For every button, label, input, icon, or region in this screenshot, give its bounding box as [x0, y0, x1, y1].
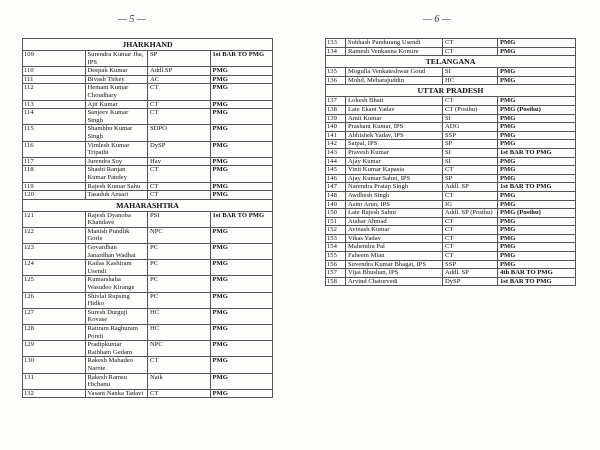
rank: CT	[443, 166, 498, 175]
award: 1st BAR TO PMG	[498, 183, 576, 192]
award: PMG	[210, 125, 273, 141]
rank: CT	[443, 47, 498, 56]
serial-number: 121	[23, 211, 86, 227]
officer-name: Late Ekant Yadav	[346, 105, 443, 114]
table-row	[23, 157, 273, 166]
award: PMG (Posthu)	[498, 209, 576, 218]
rank: CT	[443, 191, 498, 200]
table-row	[326, 252, 576, 261]
rank: PSI	[148, 211, 211, 227]
rank: DySP	[148, 141, 211, 157]
page-number-left: — 5 —	[118, 14, 146, 25]
table-row	[23, 373, 273, 389]
table-row	[23, 325, 273, 341]
serial-number: 123	[23, 244, 86, 260]
officer-name: Kumarshaha Wasudeo Kirange	[85, 276, 148, 292]
award: PMG	[498, 226, 576, 235]
serial-number: 133	[326, 39, 346, 48]
table-row	[23, 100, 273, 109]
serial-number: 137	[326, 97, 346, 106]
rank: NPC	[148, 341, 211, 357]
rank: CT	[443, 226, 498, 235]
award: 1st BAR TO PMG	[498, 277, 576, 286]
table-row	[326, 148, 576, 157]
table-row	[23, 67, 273, 76]
rank: SI	[443, 68, 498, 77]
table-row	[23, 109, 273, 125]
award: PMG	[210, 325, 273, 341]
serial-number: 115	[23, 125, 86, 141]
table-row	[326, 114, 576, 123]
serial-number: 157	[326, 269, 346, 278]
award: PMG	[498, 252, 576, 261]
table-row	[23, 75, 273, 84]
officer-name: Vijai Bhushan, IPS	[346, 269, 443, 278]
serial-number: 126	[23, 292, 86, 308]
officer-name: Deepak Kumar	[85, 67, 148, 76]
award: PMG	[210, 389, 273, 398]
table-row	[326, 76, 576, 85]
serial-number: 152	[326, 226, 346, 235]
officer-name: Ajay Kumar	[346, 157, 443, 166]
rank: CT	[148, 166, 211, 182]
officer-name: Late Rajesh Sahni	[346, 209, 443, 218]
award: PMG	[498, 140, 576, 149]
serial-number: 132	[23, 389, 86, 398]
table-row	[326, 47, 576, 56]
rank: Hav	[148, 157, 211, 166]
officer-name: Subhash Pandurang Usendi	[346, 39, 443, 48]
serial-number: 145	[326, 166, 346, 175]
officer-name: Suresh Durguji Kovase	[85, 308, 148, 324]
officer-name: Tasaduk Ansari	[85, 191, 148, 200]
award: PMG	[210, 109, 273, 125]
officer-name: Pradipkumar Raibham Gedam	[85, 341, 148, 357]
table-row	[23, 276, 273, 292]
serial-number: 128	[23, 325, 86, 341]
table-row	[326, 105, 576, 114]
table-row	[326, 140, 576, 149]
table-row	[326, 39, 576, 48]
award: PMG	[498, 174, 576, 183]
serial-number: 130	[23, 357, 86, 373]
award: PMG	[498, 260, 576, 269]
award: PMG	[498, 234, 576, 243]
officer-name: Surendra Kumar Jha, IPS	[85, 51, 148, 67]
table-row	[326, 123, 576, 132]
serial-number: 116	[23, 141, 86, 157]
left-page-table	[22, 38, 273, 398]
officer-name: Kailas Kashiram Usendi	[85, 260, 148, 276]
serial-number: 147	[326, 183, 346, 192]
rank: SDPO	[148, 125, 211, 141]
award: PMG	[498, 191, 576, 200]
serial-number: 146	[326, 174, 346, 183]
serial-number: 156	[326, 260, 346, 269]
table-row	[23, 357, 273, 373]
table-row	[23, 292, 273, 308]
award: PMG	[498, 243, 576, 252]
table-row	[23, 260, 273, 276]
award: PMG	[210, 191, 273, 200]
officer-name: Mahendra Pal	[346, 243, 443, 252]
serial-number: 155	[326, 252, 346, 261]
officer-name: Asim Arun, IPS	[346, 200, 443, 209]
serial-number: 154	[326, 243, 346, 252]
award: PMG	[498, 97, 576, 106]
table-row	[23, 166, 273, 182]
table-row	[326, 226, 576, 235]
rank: CT	[443, 217, 498, 226]
award: PMG	[210, 141, 273, 157]
serial-number: 110	[23, 67, 86, 76]
award: PMG	[210, 84, 273, 100]
rank: SP	[148, 51, 211, 67]
award: PMG	[210, 357, 273, 373]
table-row	[326, 260, 576, 269]
serial-number: 143	[326, 148, 346, 157]
table-row	[326, 97, 576, 106]
table-row	[326, 217, 576, 226]
officer-name: Mohd. Meharajuddin	[346, 76, 443, 85]
award: PMG	[498, 47, 576, 56]
officer-name: Govardhan Janardhan Wadhai	[85, 244, 148, 260]
state-heading	[326, 56, 576, 68]
rank: HC	[443, 76, 498, 85]
serial-number: 131	[23, 373, 86, 389]
officer-name: Abhishek Yadav, IPS	[346, 131, 443, 140]
award: 1st BAR TO PMG	[210, 51, 273, 67]
award: PMG	[498, 68, 576, 77]
serial-number: 139	[326, 114, 346, 123]
serial-number: 135	[326, 68, 346, 77]
rank: Naik	[148, 373, 211, 389]
table-row	[23, 141, 273, 157]
rank: NPC	[148, 227, 211, 243]
rank: CT	[148, 84, 211, 100]
officer-name: Jurendra Soy	[85, 157, 148, 166]
officer-name: Shambhu Kumar Singh	[85, 125, 148, 141]
table-row	[23, 182, 273, 191]
rank: IG	[443, 200, 498, 209]
officer-name: Rajesh Kumar Sahu	[85, 182, 148, 191]
serial-number: 119	[23, 182, 86, 191]
officer-name: Vinit Kumar Kapasia	[346, 166, 443, 175]
state-heading	[23, 199, 273, 211]
rank: PC	[148, 244, 211, 260]
officer-name: Lokesh Bhati	[346, 97, 443, 106]
serial-number: 136	[326, 76, 346, 85]
rank: SP	[443, 174, 498, 183]
officer-name: Narendra Pratap Singh	[346, 183, 443, 192]
serial-number: 138	[326, 105, 346, 114]
award: PMG	[210, 67, 273, 76]
state-heading	[326, 85, 576, 97]
rank: CT	[443, 39, 498, 48]
officer-name: Ajay Kumar Sahni, IPS	[346, 174, 443, 183]
award: PMG	[498, 76, 576, 85]
table-row	[326, 68, 576, 77]
serial-number: 153	[326, 234, 346, 243]
award: PMG	[210, 244, 273, 260]
state-name: UTTAR PRADESH	[326, 85, 576, 97]
serial-number: 112	[23, 84, 86, 100]
serial-number: 148	[326, 191, 346, 200]
officer-name: Rakesh Ramsu Hichami	[85, 373, 148, 389]
rank: SI	[443, 157, 498, 166]
rank: CT	[443, 234, 498, 243]
rank: ADG	[443, 123, 498, 132]
table-row	[23, 389, 273, 398]
table-row	[23, 227, 273, 243]
serial-number: 150	[326, 209, 346, 218]
officer-name: Sanjeev Kumar Singh	[85, 109, 148, 125]
officer-name: Avinash Kumar	[346, 226, 443, 235]
state-name: JHARKHAND	[23, 39, 273, 51]
page-number-right: — 6 —	[423, 14, 451, 25]
rank: PC	[148, 292, 211, 308]
state-heading	[23, 39, 273, 51]
rank: Addl. SP	[443, 269, 498, 278]
officer-name: Vimlesh Kumar Tripathi	[85, 141, 148, 157]
officer-name: Mogulla Venkateshwar Goud	[346, 68, 443, 77]
officer-name: Vasant Nanka Tadavi	[85, 389, 148, 398]
award: PMG	[210, 308, 273, 324]
rank: CT	[443, 252, 498, 261]
table-row	[326, 277, 576, 286]
table-row	[326, 191, 576, 200]
table-row	[326, 234, 576, 243]
officer-name: Satpal, IPS	[346, 140, 443, 149]
award: 1st BAR TO PMG	[498, 148, 576, 157]
officer-name: Pravesh Kumar	[346, 148, 443, 157]
award: PMG	[210, 260, 273, 276]
award: PMG	[498, 131, 576, 140]
officer-name: Bivash Tirkey	[85, 75, 148, 84]
serial-number: 142	[326, 140, 346, 149]
rank: Addl. SP	[443, 183, 498, 192]
officer-name: Atahar Ahmad	[346, 217, 443, 226]
award: PMG	[498, 123, 576, 132]
rank: CT	[148, 389, 211, 398]
rank: CT (Posthu)	[443, 105, 498, 114]
state-name: MAHARASHTRA	[23, 199, 273, 211]
award: PMG	[498, 114, 576, 123]
table-row	[23, 191, 273, 200]
serial-number: 125	[23, 276, 86, 292]
rank: SI	[443, 114, 498, 123]
award: PMG	[498, 200, 576, 209]
award: PMG	[210, 227, 273, 243]
serial-number: 113	[23, 100, 86, 109]
serial-number: 109	[23, 51, 86, 67]
rank: Addl. SP (Posthu)	[443, 209, 498, 218]
table-row	[326, 131, 576, 140]
award: PMG	[210, 341, 273, 357]
table-row	[23, 308, 273, 324]
table-row	[326, 269, 576, 278]
serial-number: 158	[326, 277, 346, 286]
serial-number: 140	[326, 123, 346, 132]
officer-name: Ajit Kumar	[85, 100, 148, 109]
serial-number: 151	[326, 217, 346, 226]
serial-number: 127	[23, 308, 86, 324]
rank: SSP	[443, 260, 498, 269]
officer-name: Prashant Kumar, IPS	[346, 123, 443, 132]
rank: CT	[148, 357, 211, 373]
award: PMG	[498, 39, 576, 48]
award: PMG	[210, 166, 273, 182]
officer-name: Awdhesh Singh	[346, 191, 443, 200]
award: PMG	[210, 182, 273, 191]
table-row	[23, 341, 273, 357]
serial-number: 111	[23, 75, 86, 84]
table-row	[23, 211, 273, 227]
table-row	[326, 174, 576, 183]
table-row	[23, 244, 273, 260]
award: PMG	[210, 373, 273, 389]
rank: AC	[148, 75, 211, 84]
rank: PC	[148, 260, 211, 276]
officer-name: Manish Pundlik Gorle	[85, 227, 148, 243]
rank: Addl.SP	[148, 67, 211, 76]
award: PMG	[498, 157, 576, 166]
rank: CT	[148, 191, 211, 200]
rank: CT	[148, 182, 211, 191]
award: PMG	[210, 100, 273, 109]
table-row	[326, 200, 576, 209]
rank: SI	[443, 148, 498, 157]
serial-number: 129	[23, 341, 86, 357]
table-row	[326, 157, 576, 166]
right-page-table	[325, 38, 576, 286]
officer-name: Ramesh Venkanna Komire	[346, 47, 443, 56]
table-row	[326, 243, 576, 252]
rank: PC	[148, 276, 211, 292]
serial-number: 141	[326, 131, 346, 140]
table-row	[23, 125, 273, 141]
officer-name: Ratiram Raghuram Poreti	[85, 325, 148, 341]
rank: CT	[148, 100, 211, 109]
rank: SP	[443, 140, 498, 149]
officer-name: Shivlal Rupsing Hidko	[85, 292, 148, 308]
table-row	[326, 183, 576, 192]
award: PMG	[210, 75, 273, 84]
award: PMG (Posthu)	[498, 105, 576, 114]
table-row	[23, 51, 273, 67]
table-row	[23, 84, 273, 100]
serial-number: 122	[23, 227, 86, 243]
state-name: TELANGANA	[326, 56, 576, 68]
rank: HC	[148, 308, 211, 324]
table-row	[326, 209, 576, 218]
rank: SSP	[443, 131, 498, 140]
serial-number: 120	[23, 191, 86, 200]
officer-name: Shashi Ranjan Kumar Pandey	[85, 166, 148, 182]
table-row	[326, 166, 576, 175]
officer-name: Rajesh Dyanoba Khandave	[85, 211, 148, 227]
serial-number: 124	[23, 260, 86, 276]
serial-number: 117	[23, 157, 86, 166]
rank: HC	[148, 325, 211, 341]
serial-number: 118	[23, 166, 86, 182]
officer-name: Suvendra Kumar Bhagat, IPS	[346, 260, 443, 269]
award: PMG	[210, 157, 273, 166]
officer-name: Amit Kumar	[346, 114, 443, 123]
officer-name: Faheem Mian	[346, 252, 443, 261]
rank: CT	[443, 97, 498, 106]
officer-name: Rakesh Mahadeo Narote	[85, 357, 148, 373]
rank: CT	[148, 109, 211, 125]
serial-number: 144	[326, 157, 346, 166]
award: PMG	[498, 166, 576, 175]
serial-number: 114	[23, 109, 86, 125]
rank: CT	[443, 243, 498, 252]
officer-name: Arvind Chaturvedi	[346, 277, 443, 286]
serial-number: 134	[326, 47, 346, 56]
serial-number: 149	[326, 200, 346, 209]
award: PMG	[210, 276, 273, 292]
award: PMG	[210, 292, 273, 308]
award: 1st BAR TO PMG	[210, 211, 273, 227]
officer-name: Hemant Kumar Choudhary	[85, 84, 148, 100]
award: PMG	[498, 217, 576, 226]
award: 4th BAR TO PMG	[498, 269, 576, 278]
officer-name: Vikas Yadav	[346, 234, 443, 243]
rank: DySP	[443, 277, 498, 286]
